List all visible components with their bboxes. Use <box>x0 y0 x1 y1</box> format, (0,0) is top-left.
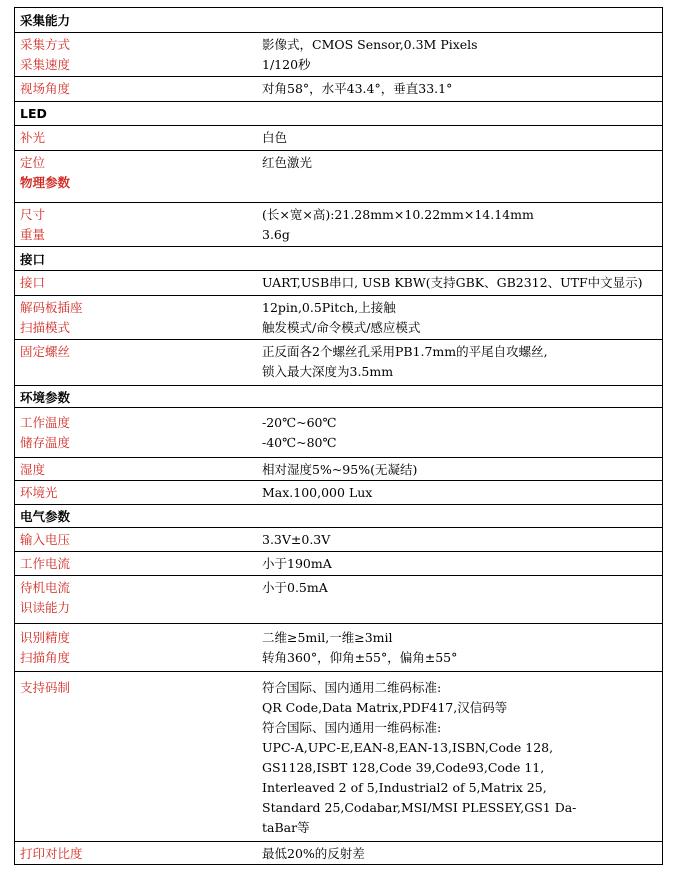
spec-value: UPC-A,UPC-E,EAN-8,EAN-13,ISBN,Code 128, <box>262 740 554 755</box>
spec-row <box>14 150 663 202</box>
spec-value-cell <box>258 552 662 575</box>
spec-row <box>14 575 663 623</box>
spec-value: 二维≥5mil,一维≥3mil <box>262 630 393 645</box>
spec-label-cell <box>15 624 258 671</box>
spec-value: taBar等 <box>262 820 310 835</box>
section-title: 电气参数 <box>20 509 71 524</box>
spec-value-cell <box>258 271 662 295</box>
section-title: 采集能力 <box>20 13 71 28</box>
spec-row <box>14 480 663 504</box>
spec-label: 识别精度 <box>20 630 71 645</box>
spec-label-cell <box>15 458 258 480</box>
spec-row <box>14 551 663 575</box>
spec-value: 3.6g <box>262 227 290 242</box>
spec-label-cell <box>15 481 258 504</box>
spec-label-cell <box>15 408 258 457</box>
spec-label-cell <box>15 576 258 623</box>
section-header <box>14 7 663 32</box>
spec-label-cell <box>15 77 258 101</box>
spec-row <box>14 457 663 480</box>
spec-label-cell <box>15 296 258 339</box>
spec-row <box>14 76 663 101</box>
spec-row <box>14 202 663 246</box>
spec-label: 接口 <box>20 275 46 290</box>
spec-value: 锁入最大深度为3.5mm <box>262 364 394 379</box>
spec-value-cell <box>258 340 662 385</box>
spec-label: 待机电流 <box>20 580 71 595</box>
spec-label: 打印对比度 <box>20 846 83 861</box>
spec-label: 工作温度 <box>20 415 71 430</box>
spec-label-cell <box>15 203 258 246</box>
spec-value: 小于190mA <box>262 556 332 571</box>
spec-value: (长×宽×高):21.28mm×10.22mm×14.14mm <box>262 207 534 222</box>
spec-label: 重量 <box>20 227 46 242</box>
spec-value: 对角58°，水平43.4°，垂直33.1° <box>262 81 453 96</box>
spec-value: 正反面各2个螺丝孔采用PB1.7mm的平尾自攻螺丝, <box>262 344 548 359</box>
spec-value: 相对湿度5%~95%(无凝结) <box>262 462 418 477</box>
spec-label: 储存温度 <box>20 435 71 450</box>
spec-label-cell <box>15 672 258 841</box>
spec-value-cell <box>258 408 662 457</box>
spec-label: 支持码制 <box>20 680 71 695</box>
spec-value: UART,USB串口, USB KBW(支持GBK、GB2312、UTF中文显示) <box>262 275 643 290</box>
section-title: 环境参数 <box>20 389 71 405</box>
spec-value: Standard 25,Codabar,MSI/MSI PLESSEY,GS1 Da- <box>262 800 577 815</box>
section-title: 接口 <box>20 251 46 267</box>
spec-table <box>14 7 663 865</box>
spec-value: QR Code,Data Matrix,PDF417,汉信码等 <box>262 700 508 715</box>
spec-label-cell <box>15 271 258 295</box>
spec-label: 解码板插座 <box>20 300 83 315</box>
spec-label: 补光 <box>20 130 46 145</box>
spec-label: 采集方式 <box>20 37 71 52</box>
section-header <box>14 101 663 125</box>
spec-row <box>14 339 663 385</box>
spec-value-cell <box>258 296 662 339</box>
spec-label: 定位 <box>20 155 46 170</box>
spec-value: 12pin,0.5Pitch,上接触 <box>262 300 396 315</box>
spec-label-cell <box>15 33 258 76</box>
spec-value: 影像式，CMOS Sensor,0.3M Pixels <box>262 37 478 52</box>
spec-label: 尺寸 <box>20 207 46 222</box>
section-header <box>14 246 663 270</box>
spec-row <box>14 527 663 551</box>
spec-label: 固定螺丝 <box>20 344 71 359</box>
spec-row <box>14 295 663 339</box>
spec-value-cell <box>258 481 662 504</box>
spec-value: 红色激光 <box>262 155 313 170</box>
spec-value-cell <box>258 842 662 864</box>
spec-value-cell <box>258 528 662 551</box>
spec-value: 小于0.5mA <box>262 580 328 595</box>
spec-row <box>14 841 663 865</box>
spec-label: 湿度 <box>20 462 46 477</box>
section-header <box>14 385 663 407</box>
spec-value: 触发模式/命令模式/感应模式 <box>262 320 421 335</box>
spec-value: -20℃~60℃ <box>262 415 337 430</box>
spec-subsection-label: 物理参数 <box>20 175 71 190</box>
spec-label: 视场角度 <box>20 81 71 96</box>
spec-value-cell <box>258 576 662 623</box>
spec-value-cell <box>258 458 662 480</box>
spec-value-cell <box>258 77 662 101</box>
spec-value-cell <box>258 203 662 246</box>
spec-value: 符合国际、国内通用二维码标准: <box>262 680 442 695</box>
spec-value: 符合国际、国内通用一维码标准: <box>262 720 442 735</box>
spec-value-cell <box>258 624 662 671</box>
section-header <box>14 504 663 527</box>
spec-label-cell <box>15 126 258 150</box>
spec-row <box>14 125 663 150</box>
spec-value: -40℃~80℃ <box>262 435 337 450</box>
spec-value: 白色 <box>262 130 288 145</box>
spec-row <box>14 671 663 841</box>
spec-row <box>14 407 663 457</box>
spec-value: 最低20%的反射差 <box>262 846 365 861</box>
spec-value: 1/120秒 <box>262 57 311 72</box>
spec-label: 环境光 <box>20 485 58 500</box>
spec-value: 转角360°，仰角±55°，偏角±55° <box>262 650 458 665</box>
spec-label-cell <box>15 552 258 575</box>
spec-value: 3.3V±0.3V <box>262 532 331 547</box>
spec-value: GS1128,ISBT 128,Code 39,Code93,Code 11, <box>262 760 545 775</box>
spec-row <box>14 32 663 76</box>
section-title: LED <box>20 106 47 121</box>
spec-label: 工作电流 <box>20 556 71 571</box>
spec-label: 采集速度 <box>20 57 71 72</box>
spec-row <box>14 270 663 295</box>
spec-label-cell <box>15 842 258 864</box>
spec-label-cell <box>15 151 258 202</box>
spec-value-cell <box>258 126 662 150</box>
spec-value-cell <box>258 672 662 841</box>
spec-value-cell <box>258 151 662 202</box>
spec-value-cell <box>258 33 662 76</box>
spec-label-cell <box>15 528 258 551</box>
spec-label-cell <box>15 340 258 385</box>
spec-label: 输入电压 <box>20 532 71 547</box>
spec-value: Interleaved 2 of 5,Industrial2 of 5,Matrix 25, <box>262 780 547 795</box>
spec-label: 扫描角度 <box>20 650 71 665</box>
spec-label: 扫描模式 <box>20 320 71 335</box>
spec-label: 识读能力 <box>20 600 71 615</box>
spec-row <box>14 623 663 671</box>
spec-value: Max.100,000 Lux <box>262 485 373 500</box>
